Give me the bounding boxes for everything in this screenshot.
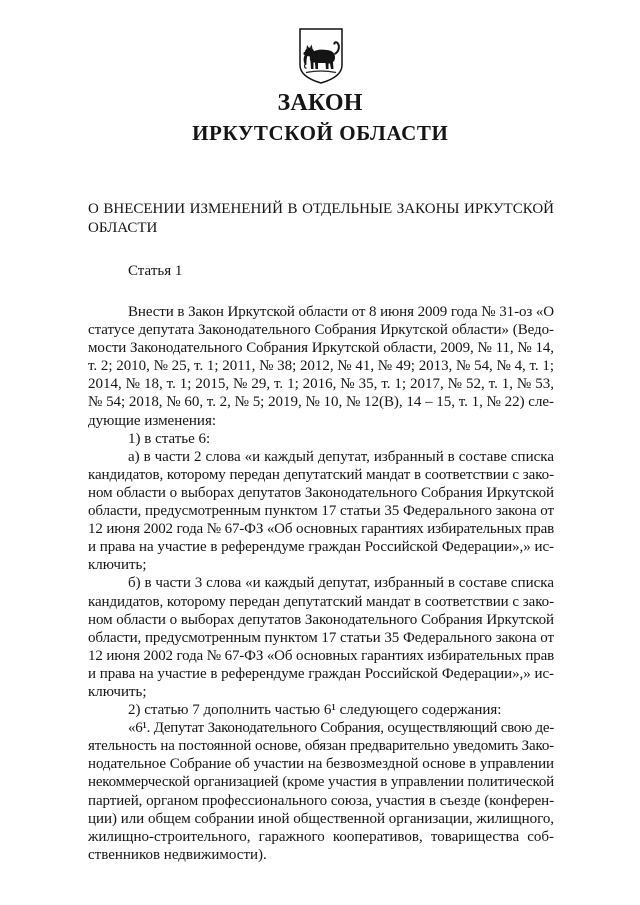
text-line: ключить; [88, 683, 147, 700]
text-line: и права на участие в референдуме граждан Российской Федерации»,» ис- [88, 539, 554, 556]
text-line: дующие изменения: [88, 412, 217, 429]
document-type-heading: ЗАКОН [277, 90, 363, 116]
text-line: нодательное Собрание об участии на безвозмездной основе в управлении [88, 756, 554, 773]
text-line: кандидатов, которому передан депутатский мандат в соответствии с зако- [88, 593, 554, 610]
text-line: ятельность на постоянной основе, обязан предварительно уведомить Зако- [88, 738, 554, 755]
title-line: ОБЛАСТИ [88, 220, 158, 236]
text-line: 12 июня 2002 года № 67-ФЗ «Об основных гарантиях избирательных прав [88, 647, 554, 664]
text-line: № 54; 2018, № 60, т. 2, № 5; 2019, № 10, № 12(В), 14 – 15, т. 1, № 22) сле- [88, 394, 554, 411]
article-body [88, 303, 554, 864]
text-line: и права на участие в референдуме граждан Российской Федерации»,» ис- [88, 665, 554, 682]
text-line: «6¹. Депутат Законодательного Собрания, осуществляющий свою де- [128, 720, 554, 737]
new-part-6-1 [88, 719, 554, 864]
region-heading: ИРКУТСКОЙ ОБЛАСТИ [192, 121, 449, 145]
item-2 [88, 701, 554, 719]
coat-of-arms-graphic [298, 27, 344, 85]
text-line: ном области о выборах депутатов Законодательного Собрания Иркутской [88, 611, 554, 628]
text-line: кандидатов, которому передан депутатский мандат в соответствии с зако- [88, 466, 554, 483]
law-title [88, 200, 554, 238]
item-1 [88, 430, 554, 448]
subitem-a [88, 448, 554, 575]
text-line: т. 2; 2010, № 25, т. 1; 2011, № 38; 2012, № 41, № 49; 2013, № 54, № 4, т. 1; [88, 358, 554, 375]
text-line: ции) или общем собрании иной общественной организации, жилищного, [88, 810, 554, 827]
text-line: области, предусмотренным пунктом 17 статьи 35 Федерального закона от [88, 629, 554, 646]
text-line: мости Законодательного Собрания Иркутской области, 2009, № 11, № 14, [88, 340, 554, 357]
text-line: 2014, № 18, т. 1; 2015, № 29, т. 1; 2016, № 35, т. 1; 2017, № 52, т. 1, № 53, [88, 376, 554, 393]
text-line: 2) статью 7 дополнить частью 6¹ следующего содержания: [128, 702, 502, 719]
coat-of-arms-icon [298, 27, 344, 85]
text-line: б) в части 3 слова «и каждый депутат, избранный в составе списка [128, 575, 554, 592]
text-line: некоммерческой организацией (кроме участия в управлении политической [88, 774, 554, 791]
text-line: 1) в статье 6: [128, 430, 211, 447]
article-heading: Статья 1 [128, 263, 183, 279]
text-line: ственников недвижимости). [88, 846, 267, 863]
title-line: О ВНЕСЕНИИ ИЗМЕНЕНИЙ В ОТДЕЛЬНЫЕ ЗАКОНЫ ИРКУТСКОЙ [88, 201, 554, 217]
paragraph-intro [88, 303, 554, 430]
text-line: ном области о выборах депутатов Законодательного Собрания Иркутской [88, 484, 554, 501]
text-line: партией, органом профессионального союза, участия в съезде (конферен- [88, 792, 554, 809]
subitem-b [88, 574, 554, 701]
text-line: жилищно-строительного, гаражного кооперативов, товарищества соб- [88, 828, 554, 845]
text-line: статусе депутата Законодательного Собрания Иркутской области» (Ведо- [88, 322, 554, 339]
text-line: области, предусмотренным пунктом 17 статьи 35 Федерального закона от [88, 503, 554, 520]
text-line: Внести в Закон Иркутской области от 8 июня 2009 года № 31-оз «О [128, 304, 554, 320]
text-line: а) в части 2 слова «и каждый депутат, избранный в составе списка [128, 448, 554, 465]
text-line: 12 июня 2002 года № 67-ФЗ «Об основных гарантиях избирательных прав [88, 521, 554, 538]
text-line: ключить; [88, 557, 147, 574]
